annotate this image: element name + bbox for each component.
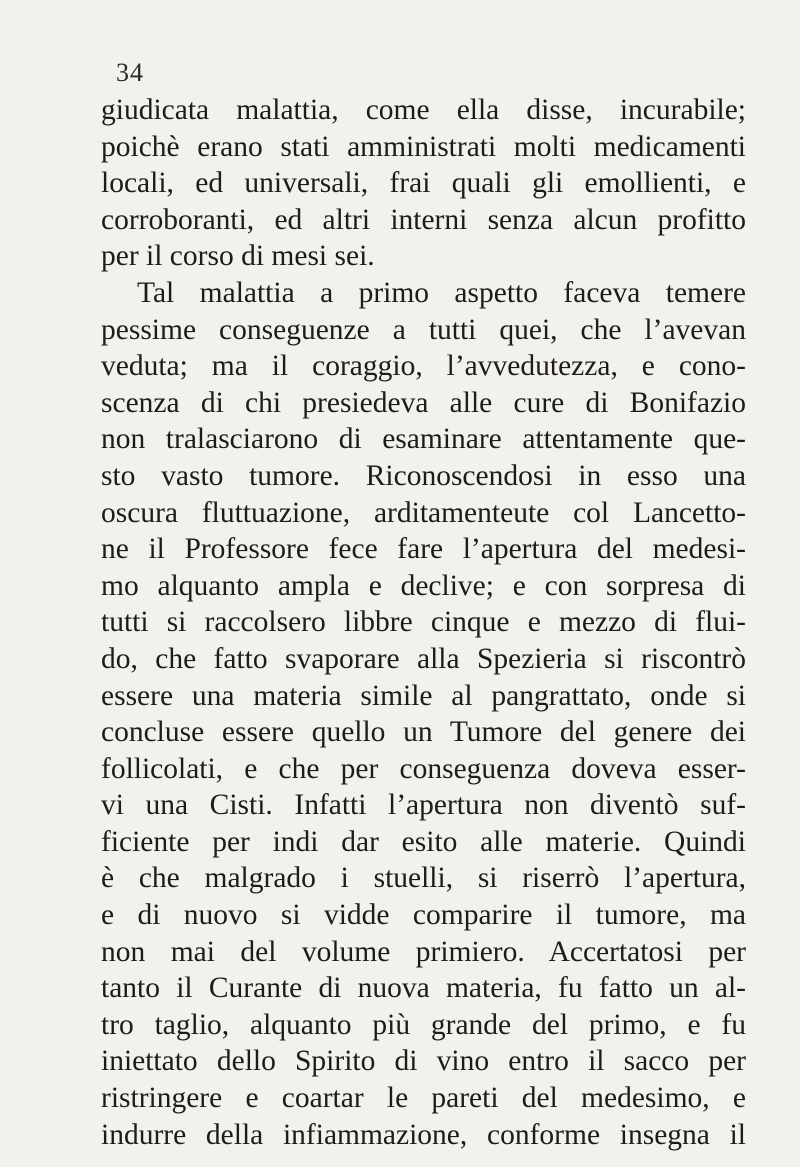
text-line: per il corso di mesi sei.	[101, 240, 375, 273]
text-line: concluse essere quello un Tumore del genere dei	[101, 716, 746, 749]
text-line: poichè erano stati amministrati molti medicamenti	[101, 130, 746, 163]
text-line: Tal malattia a primo aspetto faceva temere	[137, 276, 746, 309]
text-line: non mai del volume primiero. Accertatosi per	[101, 935, 746, 968]
text-line: iniettato dello Spirito di vino entro il sacco per	[101, 1045, 746, 1078]
text-line: non tralasciarono di esaminare attentamente que-	[101, 423, 746, 456]
text-line: oscura fluttuazione, arditamenteute col Lancetto-	[101, 496, 746, 529]
text-line: do, che fatto svaporare alla Spezieria si riscontrò	[101, 642, 746, 675]
page-number: 34	[116, 58, 144, 87]
body-text	[101, 92, 746, 1153]
text-line: e di nuovo si vidde comparire il tumore, ma	[101, 899, 746, 932]
text-line: ne il Professore fece fare l’apertura del medesi-	[101, 533, 746, 566]
text-line: indurre della infiammazione, conforme insegna il	[101, 1118, 746, 1151]
text-line: corroboranti, ed altri interni senza alcun profitto	[101, 203, 746, 236]
text-line: essere una materia simile al pangrattato, onde si	[101, 679, 746, 712]
text-line: scenza di chi presiedeva alle cure di Bonifazio	[101, 386, 746, 419]
text-line: tanto il Curante di nuova materia, fu fatto un al-	[101, 972, 746, 1005]
text-line: veduta; ma il coraggio, l’avvedutezza, e cono-	[101, 350, 746, 383]
text-line: è che malgrado i stuelli, si riserrò l’apertura,	[101, 862, 746, 895]
text-line: sto vasto tumore. Riconoscendosi in esso una	[101, 459, 746, 492]
text-line: mo alquanto ampla e declive; e con sorpresa di	[101, 569, 746, 602]
text-line: ficiente per indi dar esito alle materie. Quindi	[101, 825, 746, 858]
text-line: vi una Cisti. Infatti l’apertura non diventò suf-	[101, 789, 746, 822]
text-line: locali, ed universali, frai quali gli emollienti, e	[101, 167, 746, 200]
text-line: giudicata malattia, come ella disse, incurabile;	[101, 94, 746, 126]
text-line: follicolati, e che per conseguenza doveva esser-	[101, 752, 746, 785]
text-line: tutti si raccolsero libbre cinque e mezzo di flui-	[101, 606, 746, 639]
text-line: ristringere e coartar le pareti del medesimo, e	[101, 1082, 746, 1115]
text-line: tro taglio, alquanto più grande del primo, e fu	[101, 1008, 746, 1041]
text-line: pessime conseguenze a tutti quei, che l’avevan	[101, 313, 746, 346]
